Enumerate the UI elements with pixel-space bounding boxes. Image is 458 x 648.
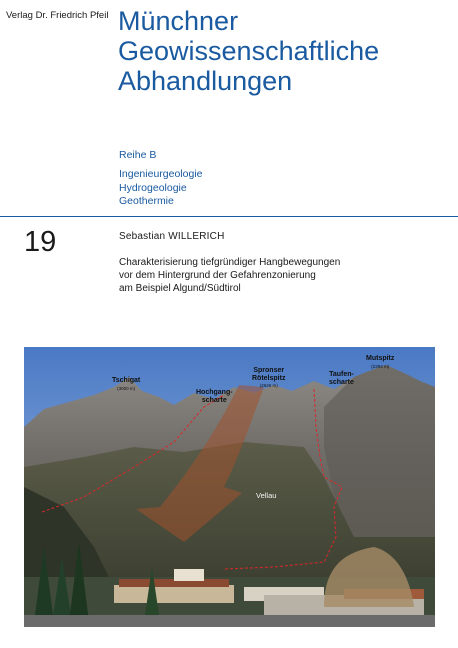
series-title	[118, 6, 379, 96]
book-title-line: am Beispiel Algund/Südtirol	[119, 283, 241, 294]
book-title-line: Charakterisierung tiefgründiger Hangbewegungen	[119, 257, 341, 268]
divider-rule	[0, 216, 458, 217]
book-title-line: vor dem Hintergrund der Gefahrenzonierung	[119, 270, 316, 281]
peak-label-tschigat: Tschigat (3000 m)	[112, 377, 141, 391]
series-title-line-3: Abhandlungen	[118, 66, 293, 96]
peak-label-spronser-roetelspitz: Spronser Rötelspitz (2626 m)	[252, 367, 286, 388]
topic-item: Geothermie	[119, 195, 174, 207]
cover-photo-mountains	[24, 347, 435, 627]
topic-item: Ingenieurgeologie	[119, 168, 203, 180]
peak-label-mutspitz: Mutspitz (2294 m)	[366, 355, 395, 369]
series-reihe: Reihe B	[119, 149, 157, 161]
topic-item: Hydrogeologie	[119, 181, 187, 194]
series-title-line-2: Geowissenschaftliche	[118, 36, 380, 66]
book-title	[119, 256, 340, 295]
publisher-name: Verlag Dr. Friedrich Pfeil	[6, 10, 109, 21]
place-label-vellau: Vellau	[256, 491, 277, 500]
volume-number: 19	[24, 226, 57, 258]
series-title-line-1: Münchner	[118, 6, 239, 36]
author-name: Sebastian WILLERICH	[119, 231, 225, 242]
peak-label-hochgangscharte: Hochgang- scharte	[196, 389, 233, 404]
series-topics	[119, 168, 203, 209]
peak-label-taufenscharte: Taufen- scharte	[329, 371, 354, 386]
